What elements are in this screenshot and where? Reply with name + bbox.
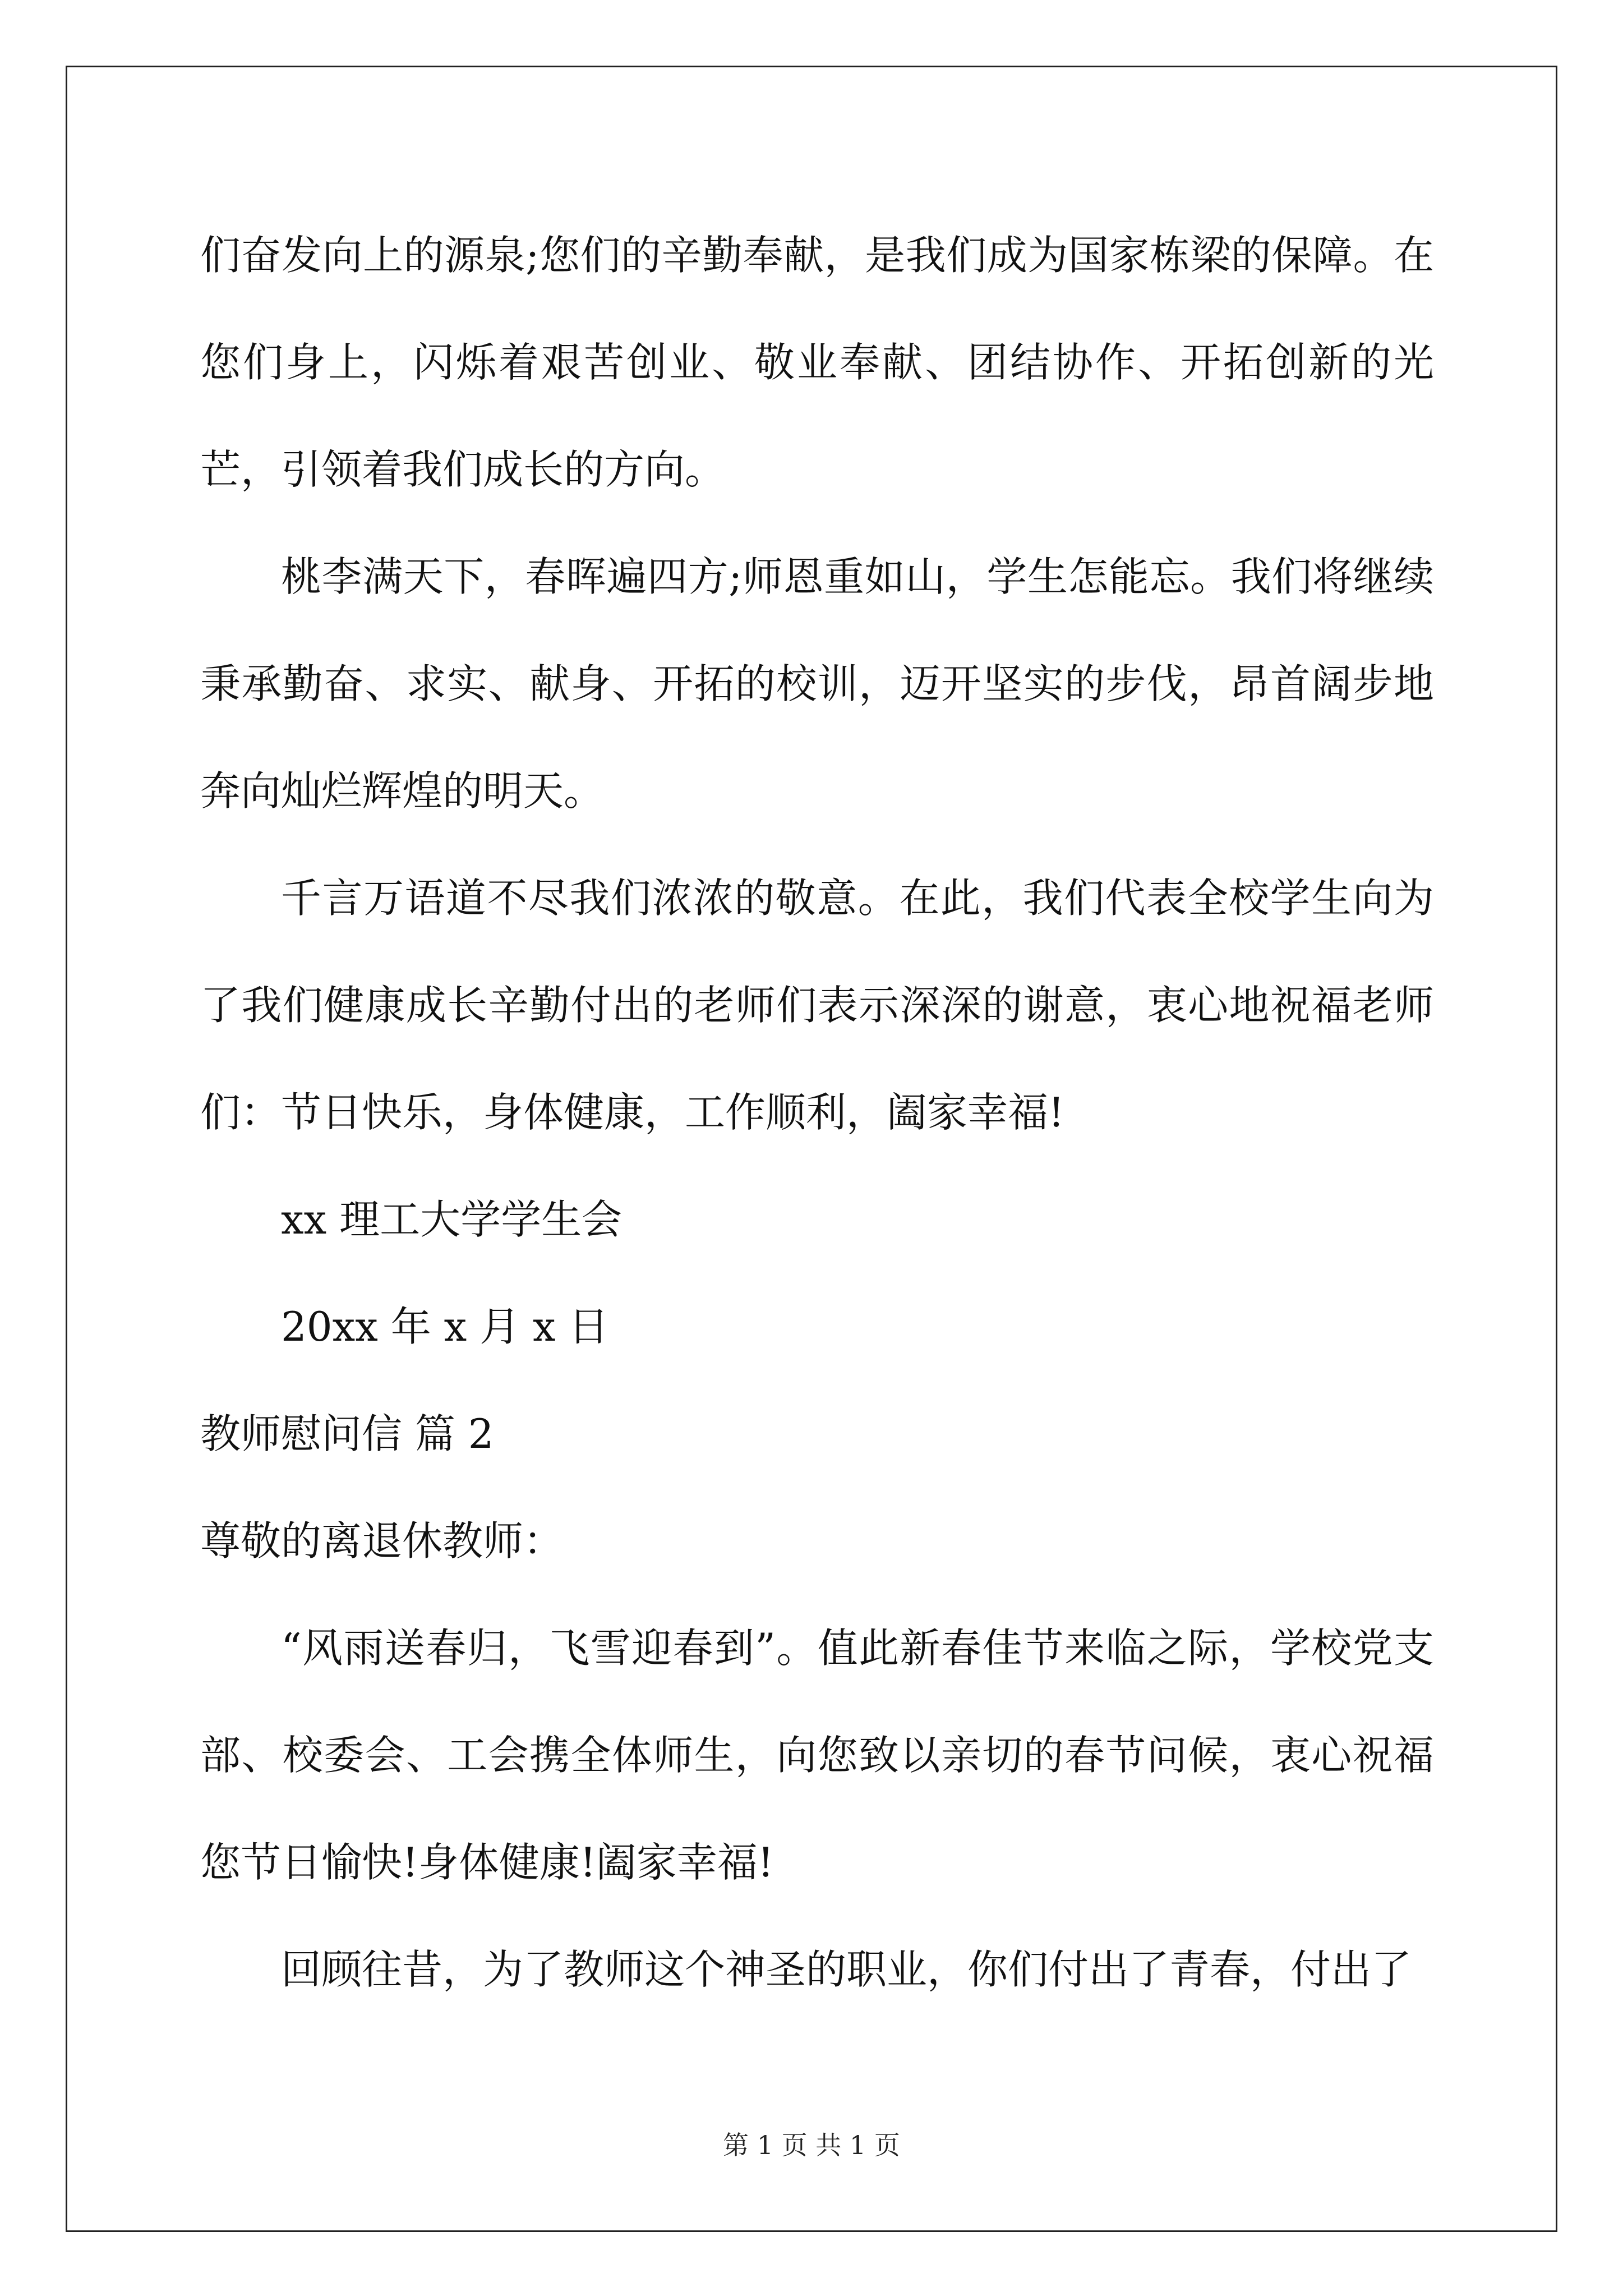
paragraph-gratitude: 千言万语道不尽我们浓浓的敬意。在此，我们代表全校学生向为了我们健康成长辛勤付出的老师们表示深深的谢意，衷心地祝福老师们：节日快乐，身体健康，工作顺利，阖家幸福! xyxy=(200,875,1434,1136)
paragraph-peach-plum: 桃李满天下，春晖遍四方;师恩重如山，学生怎能忘。我们将继续秉承勤奋、求实、献身、开拓的校训，迈开坚实的步伐，昂首阔步地奔向灿烂辉煌的明天。 xyxy=(200,553,1434,815)
paragraph-new-year: “风雨送春归，飞雪迎春到”。值此新春佳节来临之际，学校党支部、校委会、工会携全体师生，向您致以亲切的春节问候，衷心祝福您节日愉快!身体健康!阖家幸福! xyxy=(200,1625,1434,1886)
signature-organization: xx 理工大学学生会 xyxy=(281,1196,623,1243)
section-title: 教师慰问信 篇 2 xyxy=(200,1410,494,1457)
paragraph-continuation: 们奋发向上的源泉;您们的辛勤奉献，是我们成为国家栋梁的保障。在您们身上，闪烁着艰苦创业、敬业奉献、团结协作、开拓创新的光芒，引领着我们成长的方向。 xyxy=(200,232,1434,493)
salutation: 尊敬的离退休教师： xyxy=(200,1517,564,1565)
signature-date: 20xx 年 x 月 x 日 xyxy=(281,1303,609,1350)
document-body xyxy=(200,202,1434,2023)
page-footer: 第 1 页 共 1 页 xyxy=(723,2130,900,2160)
paragraph-looking-back: 回顾往昔，为了教师这个神圣的职业，你们付出了青春，付出了 xyxy=(281,1946,1412,1993)
